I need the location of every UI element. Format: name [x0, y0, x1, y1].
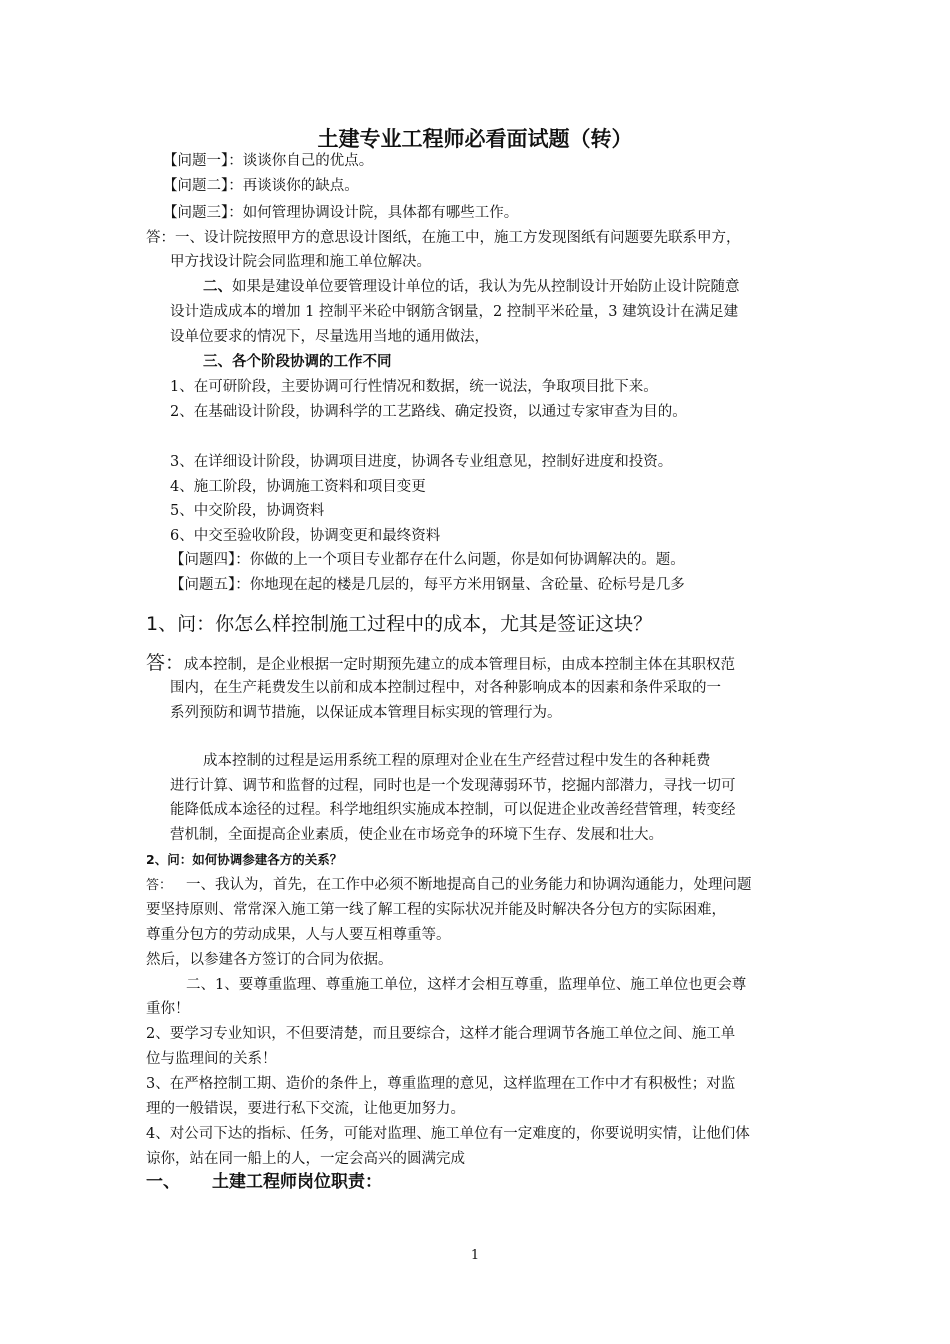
question-2-heading: 2、问：如何协调参建各方的关系？ [146, 852, 343, 867]
stage-item-5: 5、中交阶段，协调资料 [170, 503, 325, 519]
question-1: 【问题一】：谈谈你自己的优点。 [163, 153, 374, 169]
big-answer-1-line-1 [146, 653, 735, 675]
stage-item-3: 3、在详细设计阶段，协调项目进度，协调各专业组意见，控制好进度和投资。 [170, 454, 673, 470]
point-4-line-2: 谅你，站在同一船上的人，一定会高兴的圆满完成 [146, 1151, 465, 1167]
answer-2-part-2-line-1: 二、1、要尊重监理、尊重施工单位，这样才会相互尊重，监理单位、施工单位也更会尊 [186, 977, 747, 993]
page-title: 土建专业工程师必看面试题（转） [317, 127, 633, 151]
question-2: 【问题二】：再谈谈你的缺点。 [163, 178, 359, 194]
answer-2-line-3: 尊重分包方的劳动成果，人与人要互相尊重等。 [146, 927, 451, 943]
answer-3-part-2-line-2: 设计造成成本的增加 1 控制平米砼中钢筋含钢量，2 控制平米砼量，3 建筑设计在满足建 [170, 304, 739, 320]
cost-paragraph-line-3: 能降低成本途径的过程。科学地组织实施成本控制，可以促进企业改善经营管理，转变经 [170, 802, 736, 818]
big-answer-1-line-2: 围内，在生产耗费发生以前和成本控制过程中，对各种影响成本的因素和条件采取的一 [170, 680, 721, 696]
stage-item-4: 4、施工阶段，协调施工资料和项目变更 [170, 479, 426, 495]
cost-paragraph-line-4: 营机制，全面提高企业素质，使企业在市场竞争的环境下生存、发展和壮大。 [170, 827, 663, 843]
big-answer-1-prefix: 答： [146, 652, 185, 674]
stage-item-2: 2、在基础设计阶段，协调科学的工艺路线、确定投资，以通过专家审查为目的。 [170, 404, 687, 420]
big-answer-1-line-3: 系列预防和调节措施，以保证成本管理目标实现的管理行为。 [170, 705, 562, 721]
answer-3-part-2-line-3: 设单位要求的情况下，尽量选用当地的通用做法， [170, 329, 489, 345]
stage-item-6: 6、中交至验收阶段，协调变更和最终资料 [170, 528, 441, 544]
answer-2-text: 一、我认为，首先，在工作中必须不断地提高自己的业务能力和协调沟通能力，处理问题 [186, 877, 752, 893]
answer-3-part-2-text: 如果是建设单位要管理设计单位的话，我认为先从控制设计开始防止设计院随意 [232, 279, 740, 295]
cost-paragraph-line-1: 成本控制的过程是运用系统工程的原理对企业在生产经营过程中发生的各种耗费 [203, 753, 711, 769]
point-3-line-2: 理的一般错误，要进行私下交流，让他更加努力。 [146, 1101, 465, 1117]
section-number: 一、 [146, 1172, 180, 1192]
answer-2-line-2: 要坚持原则、常常深入施工第一线了解工程的实际状况并能及时解决各分包方的实际困难， [146, 902, 726, 918]
answer-3-line-2: 甲方找设计院会同监理和施工单位解决。 [170, 254, 431, 270]
point-3-line-1: 3、在严格控制工期、造价的条件上，尊重监理的意见，这样监理在工作中才有积极性；对监 [146, 1076, 736, 1092]
question-5: 【问题五】：你地现在起的楼是几层的，每平方米用钢量、含砼量、砼标号是几多 [170, 577, 685, 593]
answer-2-part-2-line-2: 重你！ [146, 1001, 190, 1017]
cost-paragraph-line-2: 进行计算、调节和监督的过程，同时也是一个发现薄弱环节，挖掘内部潜力，寻找一切可 [170, 778, 736, 794]
answer-3-part-3-heading: 三、各个阶段协调的工作不同 [203, 353, 392, 370]
question-4: 【问题四】：你做的上一个项目专业都存在什么问题，你是如何协调解决的。题。 [170, 552, 685, 568]
section-title: 土建工程师岗位职责： [212, 1172, 382, 1192]
answer-3-part-2-line-1 [203, 277, 740, 297]
point-4-line-1: 4、对公司下达的指标、任务，可能对监理、施工单位有一定难度的，你要说明实情，让他们体 [146, 1126, 750, 1142]
big-question-1: 1、问：你怎么样控制施工过程中的成本，尤其是签证这块？ [146, 613, 653, 635]
question-3: 【问题三】：如何管理协调设计院，具体都有哪些工作。 [163, 205, 519, 221]
answer-2-line-1 [146, 875, 752, 896]
stage-item-1: 1、在可研阶段，主要协调可行性情况和数据，统一说法，争取项目批下来。 [170, 379, 658, 395]
point-2-line-2: 位与监理间的关系！ [146, 1051, 277, 1067]
answer-2-prefix: 答： [146, 878, 173, 893]
answer-3-part-2-prefix: 二、 [203, 278, 232, 295]
point-2-line-1: 2、要学习专业知识，不但要清楚，而且要综合，这样才能合理调节各施工单位之间、施工单 [146, 1026, 736, 1042]
page-number: 1 [470, 1248, 480, 1263]
big-answer-1-text: 成本控制，是企业根据一定时期预先建立的成本管理目标，由成本控制主体在其职权范 [184, 657, 736, 673]
answer-3-line-1: 答：一、设计院按照甲方的意思设计图纸，在施工中，施工方发现图纸有问题要先联系甲方， [146, 230, 741, 246]
answer-2-line-4: 然后，以参建各方签订的合同为依据。 [146, 952, 393, 968]
